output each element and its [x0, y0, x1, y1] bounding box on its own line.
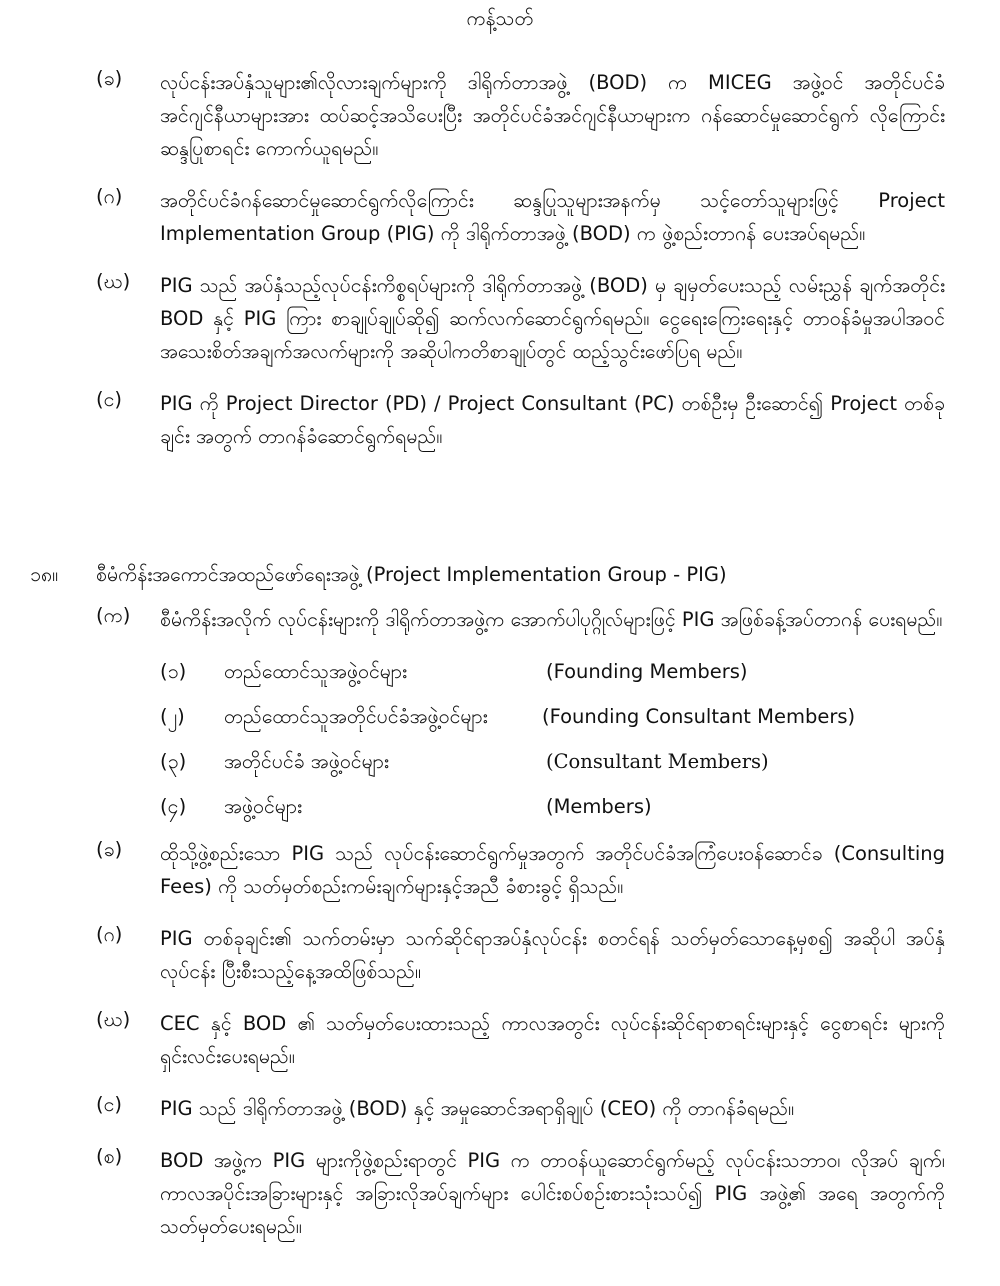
- member-type-english: (Founding Consultant Members): [542, 705, 856, 728]
- item-label: (စ): [96, 1145, 123, 1168]
- member-type: အဖွဲ့ဝင်များ: [224, 795, 302, 818]
- list-item: [0, 387, 1000, 453]
- list-item: [0, 1092, 1000, 1125]
- item-text: PIG ကို Project Director (PD) / Project Consultant (PC) တစ်ဦးမှ ဦးဆောင်၍ Project တစ်ခုချင်း အတွက် တာဂန်ခံဆောင်ရွက်ရမည်။: [160, 392, 945, 448]
- item-label: (က): [96, 604, 131, 627]
- list-item: [0, 603, 1000, 636]
- item-label: (ဂ): [96, 185, 123, 208]
- section-a-list: [0, 66, 1000, 472]
- member-type-english: (Consultant Members): [546, 750, 769, 773]
- member-row: [0, 700, 1000, 733]
- member-type: တည်ထောင်သူအဖွဲ့ဝင်များ: [224, 660, 407, 683]
- item-text: ထိုသို့ဖွဲ့စည်းသော PIG သည် လုပ်ငန်းဆောင်ရွက်မှုအတွက် အတိုင်ပင်ခံအကြံပေးဝန်ဆောင်ခ (Consulting Fees) ကို သတ်မှတ်စည်းကမ်းချက်များနှင့်အညီ ခံစားခွင့် ရှိသည်။: [160, 842, 945, 898]
- member-row: [0, 655, 1000, 688]
- item-label: (င): [96, 388, 123, 411]
- list-item: [0, 922, 1000, 988]
- member-row: [0, 790, 1000, 823]
- item-text: PIG တစ်ခုချင်း၏ သက်တမ်းမှာ သက်ဆိုင်ရာအပ်နှံလုပ်ငန်း စတင်ရန် သတ်မှတ်သောနေ့မှစ၍ အဆိုပါ အပ်နှံ လုပ်ငန်း ပြီးစီးသည့်နေ့အထိဖြစ်သည်။: [160, 927, 945, 983]
- member-type-english: (Members): [546, 795, 652, 818]
- member-number: (၁): [160, 660, 187, 683]
- section-number: ၁၈။: [30, 563, 59, 586]
- member-row: [0, 745, 1000, 778]
- item-label: (ဃ): [96, 270, 131, 293]
- member-type: အတိုင်ပင်ခံ အဖွဲ့ဝင်များ: [224, 750, 389, 773]
- item-text: PIG သည် ဒါရိုက်တာအဖွဲ့ (BOD) နှင့် အမှုဆောင်အရာရှိချုပ် (CEO) ကို တာဂန်ခံရမည်။: [160, 1097, 794, 1120]
- member-list: [0, 655, 1000, 823]
- member-type-english: (Founding Members): [546, 660, 748, 683]
- section-heading: [0, 558, 1000, 591]
- list-item: [0, 837, 1000, 903]
- item-text: PIG သည် အပ်နှံသည့်လုပ်ငန်းကိစ္စရပ်များကို ဒါရိုက်တာအဖွဲ့ (BOD) မှ ချမှတ်ပေးသည့် လမ်းညွှန် ချက်အတိုင်း BOD နှင့် PIG ကြား စာချုပ်ချုပ်ဆို၍ ဆက်လက်ဆောင်ရွက်ရမည်။ ငွေရေးကြေးရေးနှင့် တာဝန်ခံမှုအပါအဝင် အသေးစိတ်အချက်အလက်များကို အဆိုပါကတိစာချုပ်တွင် ထည့်သွင်းဖော်ပြရ မည်။: [160, 274, 945, 363]
- item-label: (င): [96, 1093, 123, 1116]
- member-number: (၂): [160, 705, 185, 728]
- member-type: တည်ထောင်သူအတိုင်ပင်ခံအဖွဲ့ဝင်များ: [224, 705, 488, 728]
- item-text: လုပ်ငန်းအပ်နှံသူများ၏လိုလားချက်များကို ဒါရိုက်တာအဖွဲ့ (BOD) က MICEG အဖွဲ့ဝင် အတိုင်ပင်ခံ အင်ဂျင်နီယာများအား ထပ်ဆင့်အသိပေးပြီး အတိုင်ပင်ခံအင်ဂျင်နီယာများက ဂန်ဆောင်မှုဆောင်ရွက် လိုကြောင်း ဆန္ဒပြုစာရင်း ကောက်ယူရမည်။: [160, 71, 945, 160]
- member-number: (၄): [160, 795, 187, 818]
- item-text: စီမံကိန်းအလိုက် လုပ်ငန်းများကို ဒါရိုက်တာအဖွဲ့က အောက်ပါပုဂ္ဂိုလ်များဖြင့် PIG အဖြစ်ခန့်အပ်တာဂန် ပေးရမည်။: [160, 608, 943, 631]
- list-item: [0, 1007, 1000, 1073]
- list-item: [0, 1144, 1000, 1243]
- section-title: စီမံကိန်းအကောင်အထည်ဖော်ရေးအဖွဲ့ (Project Implementation Group - PIG): [96, 563, 727, 586]
- page-title: ကန့်သတ်: [466, 7, 534, 30]
- item-text: BOD အဖွဲ့က PIG များကိုဖွဲ့စည်းရာတွင် PIG က တာဝန်ယူဆောင်ရွက်မည့် လုပ်ငန်းသဘာဝ၊ လိုအပ် ချက်၊ ကာလအပိုင်းအခြားများနှင့် အခြားလိုအပ်ချက်များ ပေါင်းစပ်စဉ်းစားသုံးသပ်၍ PIG အဖွဲ့၏ အရေ အတွက်ကို သတ်မှတ်ပေးရမည်။: [160, 1149, 945, 1238]
- list-item: [0, 66, 1000, 165]
- item-label: (ဃ): [96, 1008, 131, 1031]
- item-label: (ခ): [96, 838, 123, 861]
- list-item: [0, 269, 1000, 368]
- member-number: (၃): [160, 750, 187, 773]
- item-text: CEC နှင့် BOD ၏ သတ်မှတ်ပေးထားသည့် ကာလအတွင်း လုပ်ငန်းဆိုင်ရာစာရင်းများနှင့် ငွေစာရင်း များကို ရှင်းလင်းပေးရမည်။: [160, 1012, 945, 1068]
- item-text: အတိုင်ပင်ခံဂန်ဆောင်မှုဆောင်ရွက်လိုကြောင်း ဆန္ဒပြုသူများအနက်မှ သင့်တော်သူများဖြင့် Project Implementation Group (PIG) ကို ဒါရိုက်တာအဖွဲ့ (BOD) က ဖွဲ့စည်းတာဂန် ပေးအပ်ရမည်။: [160, 189, 945, 245]
- section-18: [0, 558, 1000, 1262]
- item-label: (ဂ): [96, 923, 123, 946]
- list-item: [0, 184, 1000, 250]
- item-label: (ခ): [96, 67, 123, 90]
